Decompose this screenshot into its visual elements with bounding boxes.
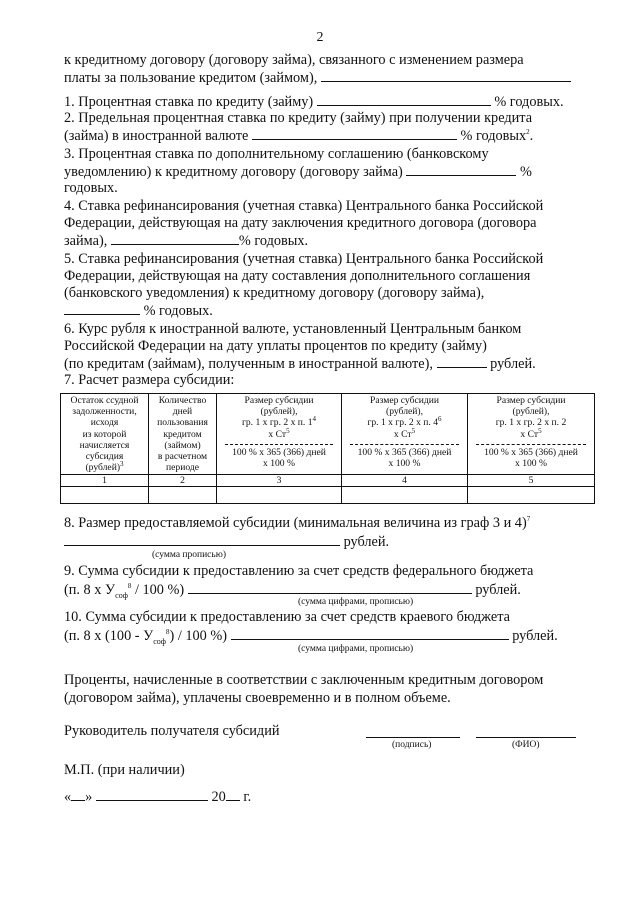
item-4-line-1: 4. Ставка рефинансирования (учетная ставка) Центрального банка Российской bbox=[64, 198, 544, 214]
closing-line-1: Проценты, начисленные в соответствии с заключенным кредитным договором bbox=[64, 672, 544, 688]
stamp-label: М.П. (при наличии) bbox=[64, 762, 185, 778]
header-loan-balance: Остаток ссудной задолженности, исходя из которой начисляется субсидия (рублей)$^3$ bbox=[61, 394, 149, 475]
intro-line-1: к кредитному договору (договору займа), связанного с изменением размера bbox=[64, 52, 524, 68]
header-subsidy-by-item-4: Размер субсидии (рублей), гр. 1 x гр. 2 x п. $4^6$ x $Ст^5$ 100 % x 365 (366) дней x 100 % bbox=[342, 394, 468, 475]
item-3-line-1: 3. Процентная ставка по дополнительному соглашению (банковскому bbox=[64, 146, 489, 162]
refinancing-rate-agreement-blank[interactable] bbox=[64, 302, 140, 315]
cell-subsidy-1[interactable] bbox=[217, 487, 342, 504]
item-9-line-1: 9. Сумма субсидии к предоставлению за счет средств федерального бюджета bbox=[64, 563, 534, 579]
item-5-line-2: Федерации, действующая на дату составления дополнительного соглашения bbox=[64, 268, 531, 284]
subsidy-amount-blank[interactable] bbox=[64, 533, 340, 546]
item-3-line-2: уведомлению) к кредитному договору (договору займа) % bbox=[64, 164, 532, 180]
item-4-line-3: займа), % годовых. bbox=[64, 233, 309, 249]
signature-label: Руководитель получателя субсидий bbox=[64, 723, 280, 739]
item-5-line-4: % годовых. bbox=[64, 302, 592, 320]
item-9-line-2: (п. 8 x $У_{соф}^8 / 100$ %) рублей. bbox=[64, 582, 521, 600]
signature-caption: (подпись) bbox=[392, 740, 432, 750]
year-blank[interactable] bbox=[226, 788, 240, 801]
item-3-line-3: годовых. bbox=[64, 180, 118, 196]
header-subsidy-by-item-2: Размер субсидии (рублей), гр. 1 x гр. 2 x п. 2 x $Ст^5$ 100 % x 365 (366) дней x 100 % bbox=[468, 394, 595, 475]
item-8-line-2: рублей. bbox=[64, 533, 592, 551]
item-10-line-2: (п. 8 x $(100 - У_{соф}^8) / 100$ %) рублей. bbox=[64, 628, 558, 646]
credit-fee-blank[interactable] bbox=[321, 69, 571, 82]
cell-days-count[interactable] bbox=[149, 487, 217, 504]
table-header-row bbox=[61, 394, 595, 475]
item-8-line-1: 8. Размер предоставляемой субсидии (минимальная величина из граф 3 и 4)$^7$ bbox=[64, 515, 531, 531]
date-line: « » 20 г. bbox=[64, 789, 252, 805]
item-8-caption: (сумма прописью) bbox=[152, 550, 226, 560]
full-name-caption: (ФИО) bbox=[512, 740, 540, 750]
item-4-line-2: Федерации, действующая на дату заключения кредитного договора (договора bbox=[64, 215, 537, 231]
item-10-line-1: 10. Сумма субсидии к предоставлению за счет средств краевого бюджета bbox=[64, 609, 510, 625]
item-2-line-2: (займа) в иностранной валюте % годовых$^2$. bbox=[64, 128, 534, 144]
month-blank[interactable] bbox=[96, 788, 208, 801]
item-5-line-3: (банковского уведомления) к кредитному договору (договору займа), bbox=[64, 285, 485, 301]
item-6-line-2: Российской Федерации на дату уплаты процентов по кредиту (займу) bbox=[64, 338, 487, 354]
header-subsidy-by-item-1: Размер субсидии (рублей), гр. 1 x гр. 2 x п. $1^4$ x $Ст^5$ 100 % x 365 (366) дней x 100 % bbox=[217, 394, 342, 475]
signature-line[interactable] bbox=[366, 737, 460, 738]
regional-budget-sum-blank[interactable] bbox=[231, 627, 509, 640]
cell-loan-balance[interactable] bbox=[61, 487, 149, 504]
item-10-caption: (сумма цифрами, прописью) bbox=[298, 644, 414, 654]
additional-agreement-rate-blank[interactable] bbox=[406, 163, 516, 176]
interest-rate-blank[interactable] bbox=[317, 93, 491, 106]
item-6-line-3: (по кредитам (займам), полученным в иностранной валюте), рублей. bbox=[64, 356, 536, 372]
item-2-line-1: 2. Предельная процентная ставка по кредиту (займу) при получении кредита bbox=[64, 110, 533, 126]
intro-line-2: платы за пользование кредитом (займом), bbox=[64, 69, 592, 87]
item-9-caption: (сумма цифрами, прописью) bbox=[298, 597, 414, 607]
table-row[interactable] bbox=[61, 487, 595, 504]
full-name-line[interactable] bbox=[476, 737, 576, 738]
page-number: 2 bbox=[316, 30, 324, 45]
max-rate-blank[interactable] bbox=[252, 127, 457, 140]
cell-subsidy-4[interactable] bbox=[342, 487, 468, 504]
header-days-count: Количество дней пользования кредитом (займом) в расчетном периоде bbox=[149, 394, 217, 475]
table-column-numbers: 1 2 3 4 5 bbox=[61, 475, 595, 487]
federal-budget-sum-blank[interactable] bbox=[188, 581, 472, 594]
item-7: 7. Расчет размера субсидии: bbox=[64, 372, 235, 388]
cell-subsidy-2[interactable] bbox=[468, 487, 595, 504]
subsidy-calculation-table bbox=[60, 393, 595, 504]
item-5-line-1: 5. Ставка рефинансирования (учетная ставка) Центрального банка Российской bbox=[64, 251, 544, 267]
exchange-rate-blank[interactable] bbox=[437, 355, 487, 368]
day-blank[interactable] bbox=[71, 788, 85, 801]
item-6-line-1: 6. Курс рубля к иностранной валюте, установленный Центральным банком bbox=[64, 321, 522, 337]
closing-line-2: (договором займа), уплачены своевременно и в полном объеме. bbox=[64, 690, 451, 706]
refinancing-rate-contract-blank[interactable] bbox=[111, 232, 239, 245]
item-1: 1. Процентная ставка по кредиту (займу) % годовых. bbox=[64, 94, 564, 110]
